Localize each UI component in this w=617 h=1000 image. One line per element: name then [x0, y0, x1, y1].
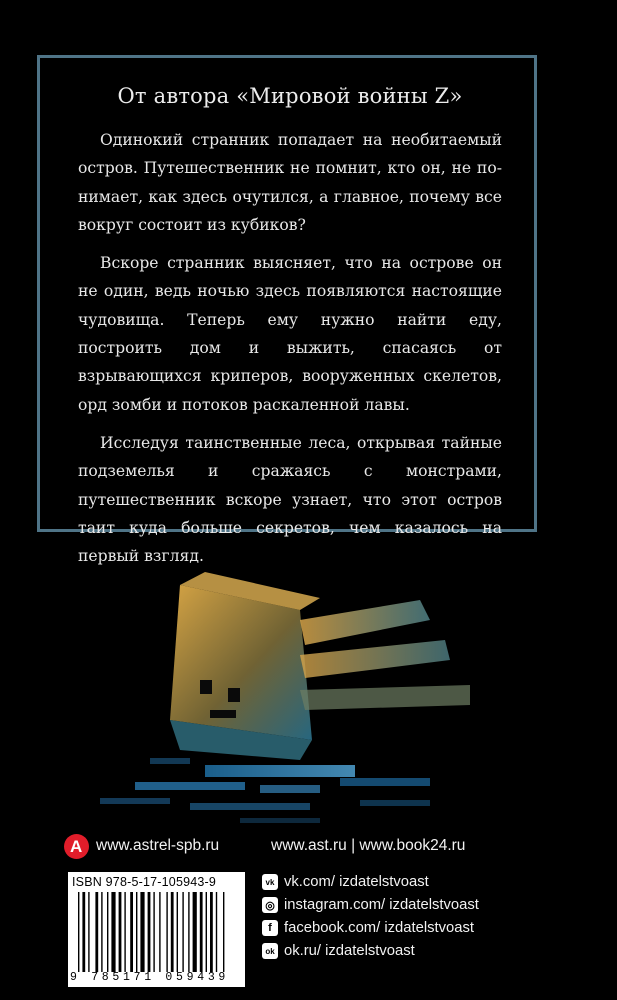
barcode-bar — [140, 892, 144, 972]
instagram-icon: ◎ — [262, 897, 278, 913]
panel-heading: От автора «Мировой войны Z» — [117, 84, 463, 108]
creature-eye — [228, 688, 240, 702]
water-pixel — [240, 818, 320, 823]
creature-leg — [300, 685, 470, 710]
odnoklassniki-icon: ok — [262, 943, 278, 959]
water-pixel — [205, 765, 355, 777]
barcode-bar — [82, 892, 85, 972]
barcode-bar — [206, 892, 207, 972]
barcode — [68, 872, 245, 987]
publisher-website[interactable]: www.astrel-spb.ru — [96, 837, 220, 854]
barcode-bar — [216, 892, 217, 972]
creature-mouth — [210, 710, 236, 718]
barcode-bar — [95, 892, 98, 972]
water-pixel — [150, 758, 190, 764]
barcode-bar — [193, 892, 197, 972]
publisher-logo — [64, 834, 89, 859]
water-pixel — [340, 778, 430, 786]
barcode-bar — [136, 892, 137, 972]
social-facebook[interactable] — [262, 920, 474, 936]
main-websites[interactable]: www.ast.ru | www.book24.ru — [271, 837, 466, 854]
paragraph-3: Исследуя таинственные леса, открывая тайные подземелья и сражаясь с монстрами, путешественник вскоре узнает, что этот остров таит куда больше секретов, чем казалось на первый взгляд. — [78, 433, 502, 566]
barcode-bar — [188, 892, 189, 972]
vk-icon: vk — [262, 874, 278, 890]
barcode-digits: 9 785171 059439 — [70, 971, 230, 984]
barcode-bar — [210, 892, 213, 972]
barcode-bar — [182, 892, 183, 972]
social-odnoklassniki[interactable] — [262, 943, 415, 959]
barcode-bar — [171, 892, 174, 972]
logo-letter: A — [70, 837, 83, 856]
facebook-icon: f — [262, 920, 278, 936]
barcode-bar — [101, 892, 102, 972]
barcode-bar — [78, 892, 79, 972]
social-text: facebook.com/ izdatelstvoast — [284, 920, 474, 936]
barcode-bar — [124, 892, 125, 972]
barcode-bar — [223, 892, 224, 972]
creature-eye — [200, 680, 212, 694]
social-text: instagram.com/ izdatelstvoast — [284, 897, 479, 913]
creature-leg — [300, 600, 430, 645]
water-pixel — [190, 803, 310, 810]
isbn-text: ISBN 978-5-17-105943-9 — [72, 875, 217, 889]
water-pixel — [100, 798, 170, 804]
barcode-bar — [148, 892, 151, 972]
social-text: ok.ru/ izdatelstvoast — [284, 943, 415, 959]
barcode-bar — [88, 892, 89, 972]
water-pixel — [135, 782, 245, 790]
barcode-bar — [119, 892, 122, 972]
creature-head — [170, 585, 312, 740]
barcode-bar — [130, 892, 133, 972]
barcode-bar — [159, 892, 160, 972]
water-pixel — [360, 800, 430, 806]
social-instagram[interactable] — [262, 897, 479, 913]
creature-leg — [300, 640, 450, 678]
barcode-bar — [166, 892, 167, 972]
barcode-bar — [153, 892, 154, 972]
blocky-illustration — [0, 560, 617, 840]
barcode-bar — [177, 892, 178, 972]
barcode-bar — [200, 892, 203, 972]
paragraph-2: Вскоре странник выясняет, что на острове он не один, ведь ночью здесь появляются настоящие чудовища. Теперь ему нужно найти еду, построить дом и выжить, спасаясь от взрывающихся криперов, вооруженных скелетов, орд зомби и потоков раскаленной лавы. — [78, 254, 502, 414]
barcode-bar — [111, 892, 115, 972]
water-pixel — [260, 785, 320, 793]
paragraph-1: Одинокий странник попадает на необитаемый остров. Путешественник не помнит, кто он, не понимает, как здесь очутился, а главное, почему все вокруг состоит из кубиков? — [78, 131, 502, 234]
barcode-bar — [107, 892, 108, 972]
description-panel — [37, 55, 537, 566]
social-vk[interactable] — [262, 874, 429, 890]
barcode-bars — [78, 892, 238, 972]
social-text: vk.com/ izdatelstvoast — [284, 874, 429, 890]
